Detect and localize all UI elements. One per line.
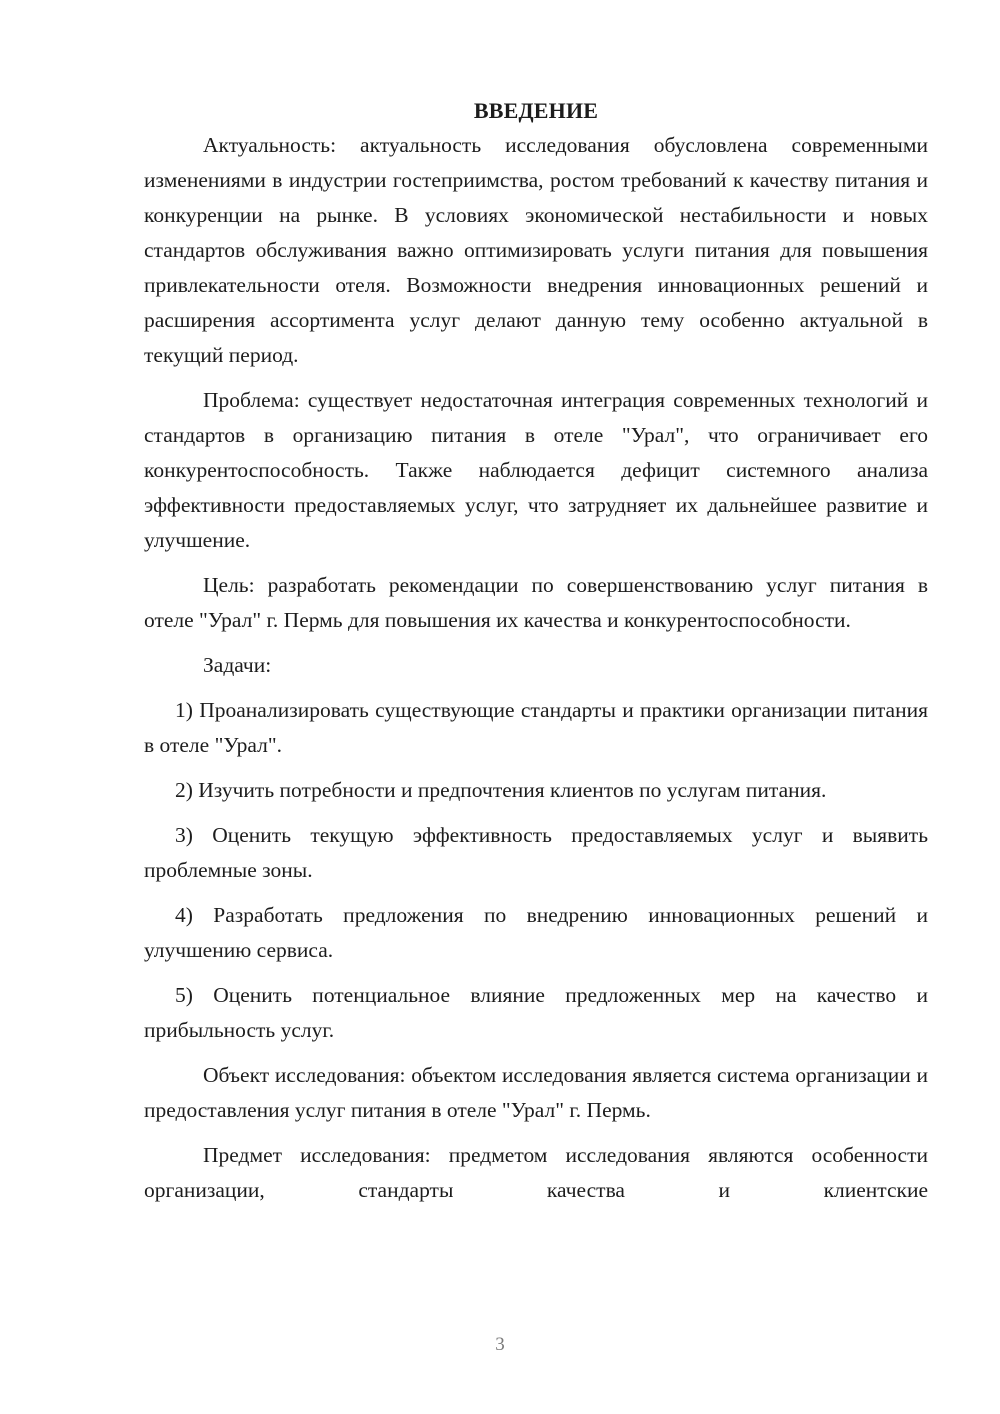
- object-paragraph: Объект исследования: объектом исследования является система организации и предоставления услуг питания в отеле "Урал" г. Пермь.: [144, 1063, 928, 1122]
- subject-paragraph: Предмет исследования: предметом исследования являются особенности организации, стандарты качества и клиентские: [144, 1143, 928, 1202]
- problem-paragraph: Проблема: существует недостаточная интеграция современных технологий и стандартов в организацию питания в отеле "Урал", что ограничивает его конкурентоспособность. Также наблюдается дефицит системного анализа эффективности предоставляемых услуг, что затрудняет их дальнейшее развитие и улучшение.: [144, 388, 928, 552]
- task-item: 1) Проанализировать существующие стандарты и практики организации питания в отеле "Урал".: [144, 698, 928, 757]
- goal-paragraph: Цель: разработать рекомендации по совершенствованию услуг питания в отеле "Урал" г. Пермь для повышения их качества и конкурентоспособности.: [144, 573, 928, 632]
- task-item: 2) Изучить потребности и предпочтения клиентов по услугам питания.: [175, 778, 827, 802]
- relevance-paragraph: Актуальность: актуальность исследования обусловлена современными изменениями в индустрии гостеприимства, ростом требований к качеству питания и конкуренции на рынке. В условиях экономической нестабильности и новых стандартов обслуживания важно оптимизировать услуги питания для повышения привлекательности отеля. Возможности внедрения инновационных решений и расширения ассортимента услуг делают данную тему особенно актуальной в текущий период.: [144, 133, 928, 367]
- section-title: ВВЕДЕНИЕ: [473, 98, 599, 123]
- tasks-heading: Задачи:: [203, 653, 272, 677]
- page-number: 3: [495, 1334, 505, 1355]
- task-item: 3) Оценить текущую эффективность предоставляемых услуг и выявить проблемные зоны.: [144, 823, 928, 882]
- document-page: [144, 96, 928, 1218]
- task-item: 5) Оценить потенциальное влияние предложенных мер на качество и прибыльность услуг.: [144, 983, 928, 1042]
- task-item: 4) Разработать предложения по внедрению инновационных решений и улучшению сервиса.: [144, 903, 928, 962]
